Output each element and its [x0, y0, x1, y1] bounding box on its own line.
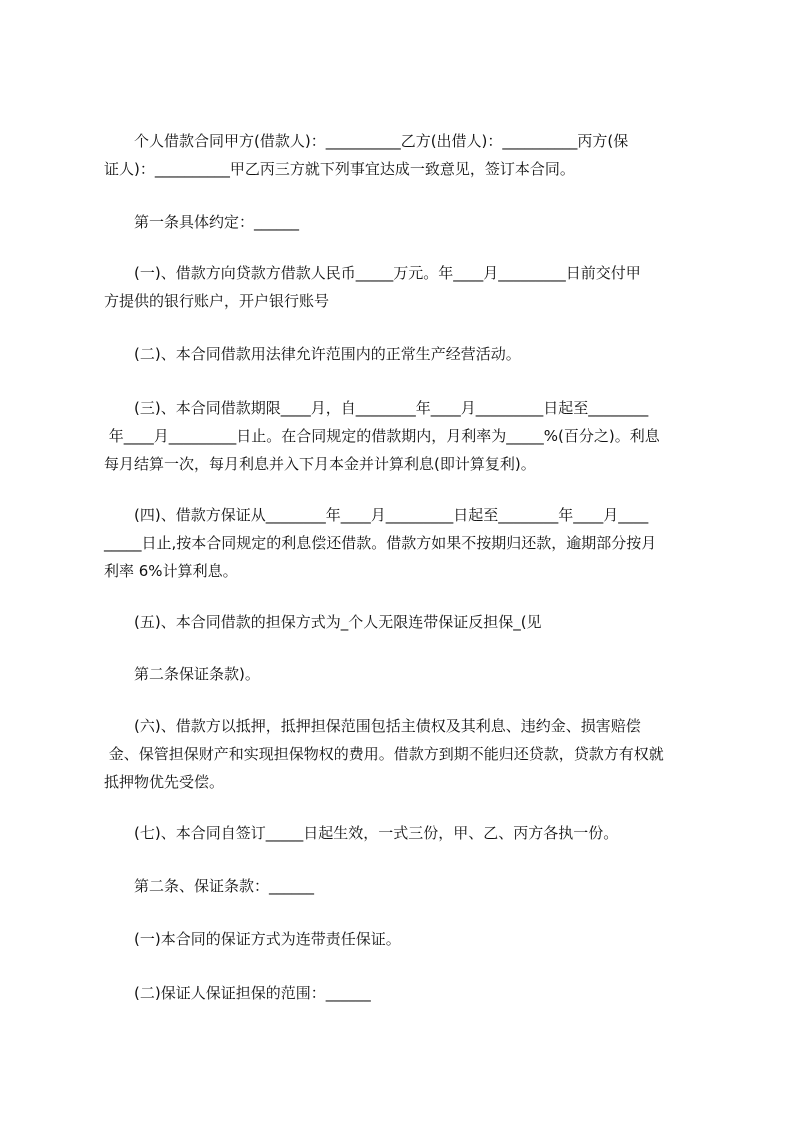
guarantee-clause-2 — [104, 979, 704, 1007]
clause-5 — [104, 608, 704, 636]
paragraph-intro — [104, 127, 704, 183]
paragraph-line: 证人)：__________甲乙丙三方就下列事宜达成一致意见，签订本合同。 — [104, 160, 575, 178]
paragraph-line: (四)、借款方保证从________年____月_________日起至________年____月____ — [104, 506, 649, 524]
paragraph-line: (五)、本合同借款的担保方式为_个人无限连带保证反担保_(见 — [104, 613, 542, 631]
paragraph-line: (二)、本合同借款用法律允许范围内的正常生产经营活动。 — [104, 345, 521, 363]
paragraph-line: (六)、借款方以抵押，抵押担保范围包括主债权及其利息、违约金、损害赔偿 — [104, 717, 641, 735]
paragraph-line: 方提供的银行账户，开户银行账号 — [104, 292, 330, 310]
paragraph-line: 金、保管担保财产和实现担保物权的费用。借款方到期不能归还贷款，贷款方有权就 — [104, 745, 664, 763]
paragraph-line: 年____月_________日止。在合同规定的借款期内，月利率为_____%(百分之)。利息 — [104, 427, 660, 445]
clause-4 — [104, 501, 704, 585]
guarantee-clause-1 — [104, 925, 704, 953]
paragraph-line: (三)、本合同借款期限____月，自________年____月_________日起至________ — [104, 399, 649, 417]
clause-7 — [104, 819, 704, 847]
clause-2 — [104, 340, 704, 368]
article-heading-1 — [104, 208, 704, 236]
clause-6 — [104, 712, 704, 796]
paragraph-line: (二)保证人保证担保的范围：______ — [104, 984, 371, 1002]
clause-1 — [104, 259, 704, 315]
paragraph-line: 个人借款合同甲方(借款人)：__________乙方(出借人)：__________丙方(保 — [104, 132, 629, 150]
article-heading-2 — [104, 872, 704, 900]
paragraph-line: 抵押物优先受偿。 — [104, 773, 225, 791]
paragraph-line: (一)、借款方向贷款方借款人民币_____万元。年____月_________日前交付甲 — [104, 264, 641, 282]
paragraph-line: 第二条保证条款)。 — [104, 665, 260, 683]
paragraph-line: (七)、本合同自签订_____日起生效，一式三份，甲、乙、丙方各执一份。 — [104, 824, 619, 842]
paragraph-line: 第二条、保证条款：______ — [104, 877, 315, 895]
clause-5-continuation — [104, 660, 704, 688]
paragraph-line: 利率 6%计算利息。 — [104, 562, 238, 580]
paragraph-line: _____日止,按本合同规定的利息偿还借款。借款方如果不按期归还款，逾期部分按月 — [104, 534, 657, 552]
paragraph-line: (一)本合同的保证方式为连带责任保证。 — [104, 930, 401, 948]
clause-3 — [104, 394, 704, 478]
paragraph-line: 每月结算一次，每月利息并入下月本金并计算利息(即计算复利)。 — [104, 455, 536, 473]
paragraph-line: 第一条具体约定：______ — [104, 213, 300, 231]
